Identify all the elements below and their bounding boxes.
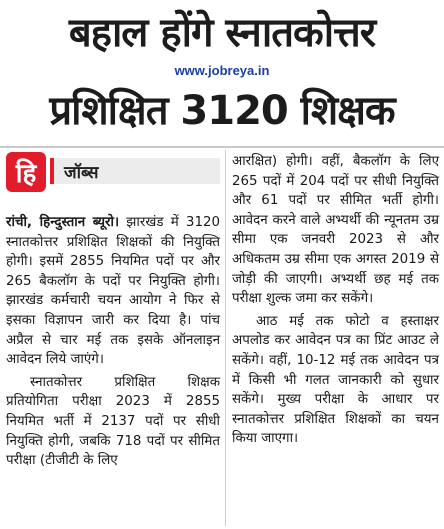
article-paragraph-1	[6, 213, 220, 370]
article-paragraph-2: स्नातकोत्तर प्रशिक्षित शिक्षक प्रतियोगिता परीक्षा 2023 में 2855 नियमित भर्ती में 2137 पदों पर सीधी नियुक्ति होगी, जबकि 718 पदों पर सीमित परीक्षा (टीजीटी के लिए	[6, 374, 220, 469]
column-divider	[225, 150, 226, 526]
article-paragraph-4: आठ मई तक फोटो व हस्ताक्षर अपलोड कर आवेदन पत्र का प्रिंट आउट ले सकेंगे। वहीं, 10-12 मई तक आवेदन पत्र में किसी भी गलत जानकारी को सुधार सकेंगे। मुख्य परीक्षा के आधार पर स्नातकोत्तर प्रशिक्षित शिक्षकों का चयन किया जाएगा।	[232, 313, 439, 447]
section-label: जॉब्स	[50, 158, 220, 184]
publication-logo-icon: हि	[6, 152, 46, 192]
dateline: रांची, हिन्दुस्तान ब्यूरो।	[6, 215, 120, 230]
website-url[interactable]: www.jobreya.in	[174, 63, 270, 78]
top-divider	[0, 146, 444, 148]
headline-line-2: प्रशिक्षित 3120 शिक्षक	[49, 88, 395, 134]
paragraph-1-body: झारखंड में 3120 स्नातकोत्तर प्रशिक्षित शिक्षकों की नियुक्ति होगी। इसमें 2855 नियमित पदों पर और 265 बैकलॉग के पदों पर नियुक्ति होगी। झारखंड कर्मचारी चयन आयोग ने फिर से इसका विज्ञापन जारी कर दिया है। पांच अप्रैल से चार मई तक इसके ऑनलाइन आवेदन लिये जाएंगे।	[6, 215, 221, 368]
headline-line-1: बहाल होंगे स्नातकोत्तर	[68, 10, 376, 56]
article-column-left	[6, 213, 220, 471]
article-paragraph-3: आरक्षित) होगी। वहीं, बैकलॉग के लिए 265 पदों में 204 पदों पर सीधी नियुक्ति और 61 पदों पर सीमित भर्ती होगी। आवेदन करने वाले अभ्यर्थी की न्यूनतम उम्र सीमा एक जनवरी 2023 से और अधिकतम उम्र सीमा एक अगस्त 2019 से जोड़ी की जाएगी। अभ्यर्थी छह मई तक परीक्षा शुल्क जमा कर सकेंगे।	[232, 154, 439, 307]
article-column-right	[232, 152, 439, 449]
